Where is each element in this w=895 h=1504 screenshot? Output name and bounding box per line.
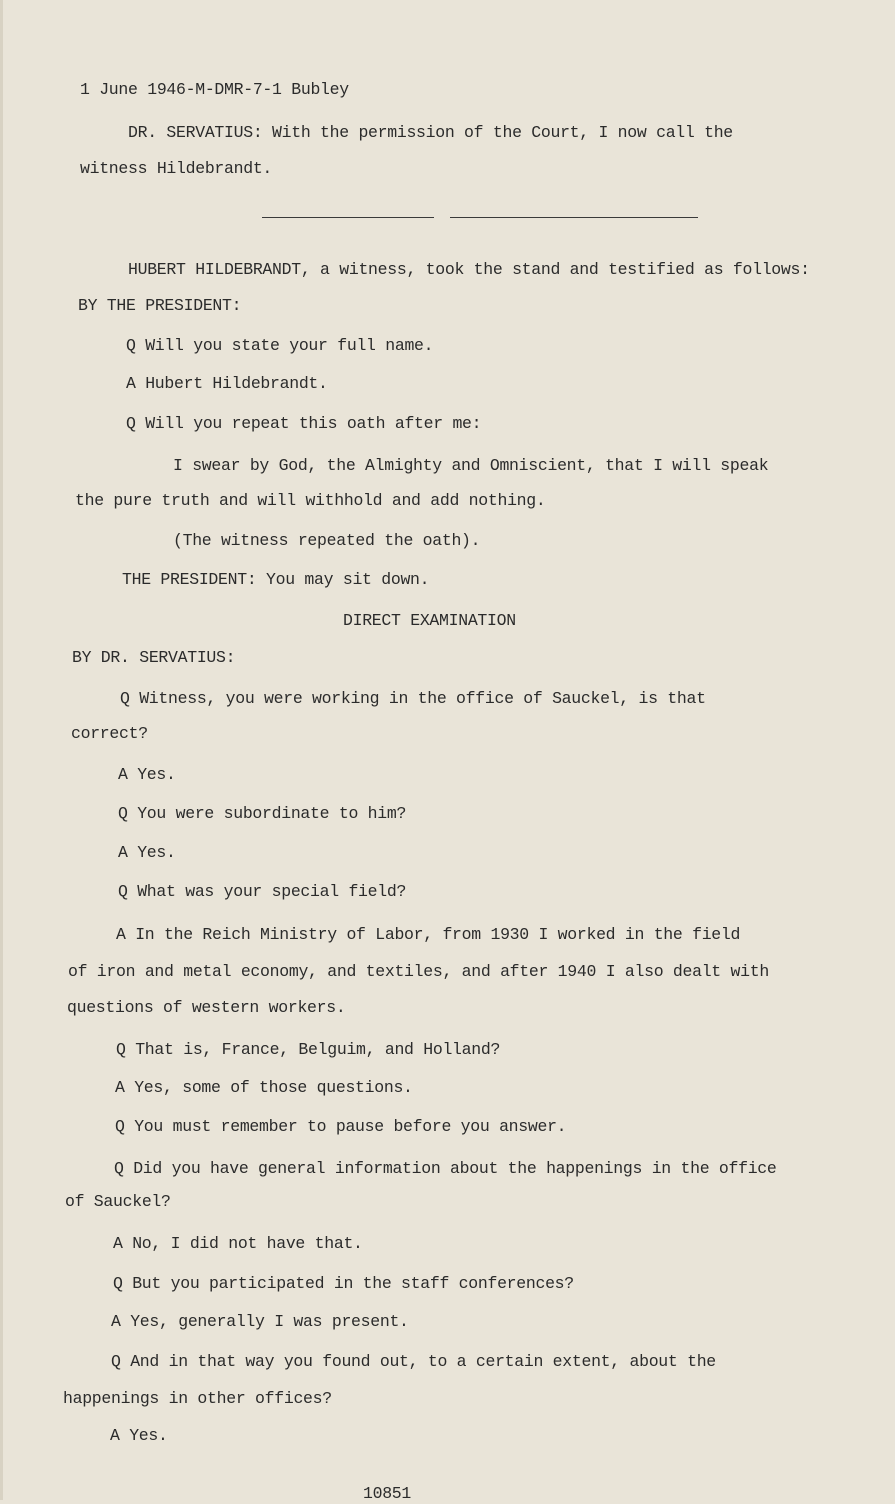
text-line: A Yes, some of those questions.: [115, 1078, 413, 1097]
page-edge: [0, 0, 3, 1500]
text-line: BY THE PRESIDENT:: [78, 296, 242, 315]
text-line: of iron and metal economy, and textiles, and after 1940 I also dealt with: [68, 962, 769, 981]
text-line: Q But you participated in the staff conferences?: [113, 1274, 574, 1293]
text-line: Q Did you have general information about the happenings in the office: [114, 1159, 777, 1178]
text-line: A Yes, generally I was present.: [111, 1312, 409, 1331]
text-line: Q You were subordinate to him?: [118, 804, 407, 823]
text-line: Q What was your special field?: [118, 882, 407, 901]
text-line: of Sauckel?: [65, 1192, 171, 1211]
text-line: A Yes.: [110, 1426, 168, 1445]
section-heading: DIRECT EXAMINATION: [343, 611, 516, 630]
text-line: (The witness repeated the oath).: [173, 531, 481, 550]
text-line: I swear by God, the Almighty and Omniscient, that I will speak: [173, 456, 769, 475]
text-line: Q Will you state your full name.: [126, 336, 434, 355]
text-line: BY DR. SERVATIUS:: [72, 648, 236, 667]
separator-rule-right: [450, 217, 698, 218]
text-line: A Yes.: [118, 843, 176, 862]
text-line: A In the Reich Ministry of Labor, from 1930 I worked in the field: [116, 925, 741, 944]
text-line: happenings in other offices?: [63, 1389, 332, 1408]
text-line: Q Will you repeat this oath after me:: [126, 414, 482, 433]
text-line: A Hubert Hildebrandt.: [126, 374, 328, 393]
text-line: Q That is, France, Belguim, and Holland?: [116, 1040, 501, 1059]
text-line: DR. SERVATIUS: With the permission of the Court, I now call the: [128, 123, 733, 142]
text-line: A Yes.: [118, 765, 176, 784]
text-line: A No, I did not have that.: [113, 1234, 363, 1253]
text-line: correct?: [71, 724, 148, 743]
text-line: questions of western workers.: [67, 998, 346, 1017]
text-line: Q You must remember to pause before you answer.: [115, 1117, 567, 1136]
text-line: the pure truth and will withhold and add nothing.: [75, 491, 546, 510]
text-line: Q And in that way you found out, to a certain extent, about the: [111, 1352, 716, 1371]
page-header: 1 June 1946-M-DMR-7-1 Bubley: [80, 80, 349, 99]
text-line: witness Hildebrandt.: [80, 159, 273, 178]
text-line: THE PRESIDENT: You may sit down.: [122, 570, 430, 589]
text-line: HUBERT HILDEBRANDT, a witness, took the stand and testified as follows:: [128, 260, 810, 279]
text-line: Q Witness, you were working in the office of Sauckel, is that: [120, 689, 706, 708]
separator-rule-left: [262, 217, 434, 218]
page-number: 10851: [363, 1484, 412, 1503]
